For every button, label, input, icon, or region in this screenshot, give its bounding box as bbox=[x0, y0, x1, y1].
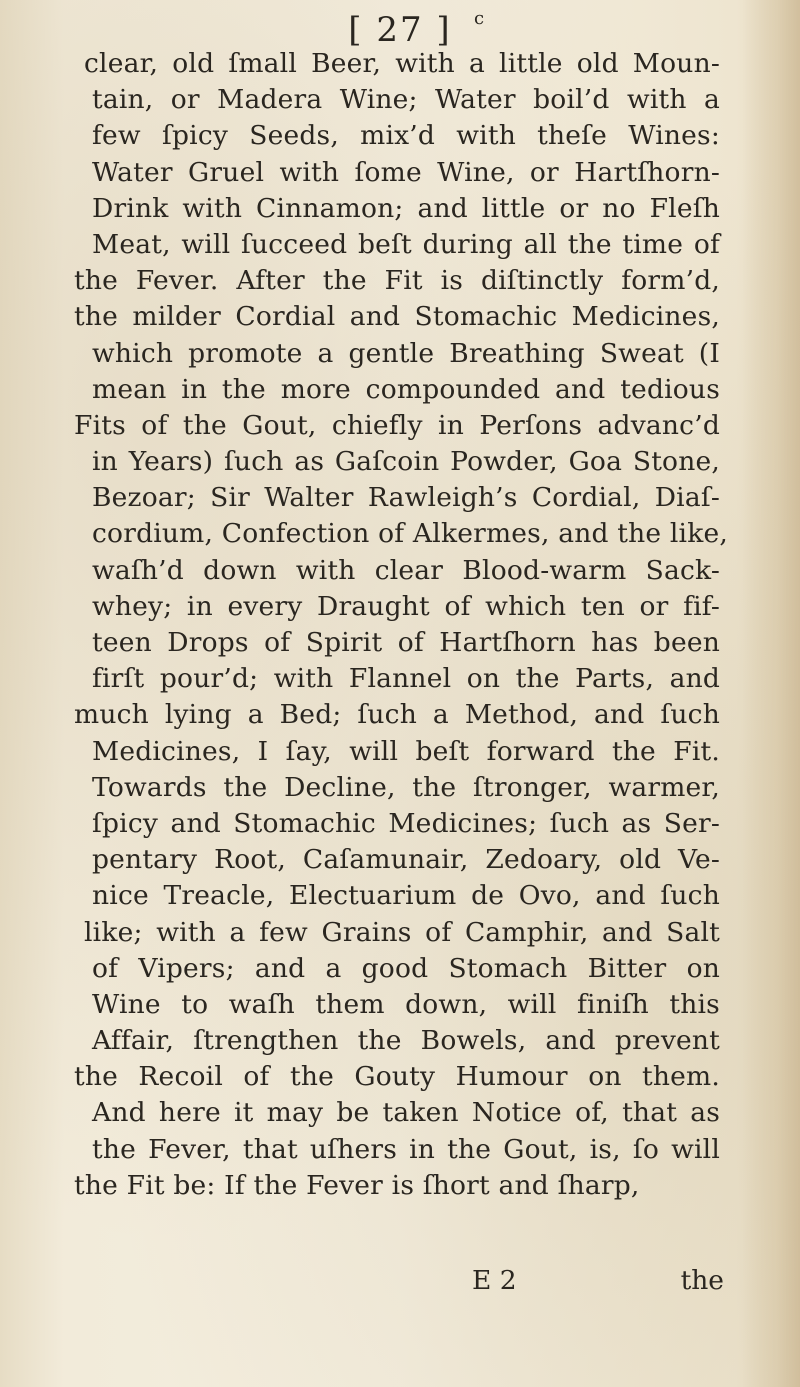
text-line: like; with a few Grains of Camphir, and Salt bbox=[84, 916, 720, 948]
page-edge-shadow bbox=[742, 0, 800, 1387]
page-number: [ 27 ] bbox=[348, 10, 452, 50]
header-mark: c bbox=[474, 8, 487, 29]
text-line: of Vipers; and a good Stomach Bitter on bbox=[92, 952, 720, 984]
text-line: mean in the more compounded and tedious bbox=[92, 373, 720, 405]
text-line: Wine to waſh them down, will finiſh this bbox=[92, 988, 720, 1020]
page-header bbox=[0, 10, 800, 50]
page-footer bbox=[92, 1263, 724, 1299]
text-line: Towards the Decline, the ſtronger, warmer, bbox=[92, 771, 720, 803]
text-line: the Recoil of the Gouty Humour on them. bbox=[74, 1061, 720, 1093]
body-text bbox=[74, 46, 728, 1204]
text-line: in Years) ſuch as Gaſcoin Powder, Goa Stone, bbox=[92, 446, 720, 478]
text-line: cordium, Confection of Alkermes, and the like, bbox=[92, 518, 728, 550]
text-line: Medicines, I ſay, will beſt forward the Fit. bbox=[92, 735, 720, 767]
text-line: which promote a gentle Breathing Sweat (I bbox=[92, 337, 720, 369]
text-line: ſpicy and Stomachic Medicines; ſuch as Ser- bbox=[92, 807, 720, 839]
text-line: teen Drops of Spirit of Hartſhorn has been bbox=[92, 627, 720, 658]
text-line: Drink with Cinnamon; and little or no Fleſh bbox=[92, 192, 720, 224]
text-line: Meat, will ſucceed beſt during all the time of bbox=[92, 228, 720, 260]
text-line: tain, or Madera Wine; Water boil’d with a bbox=[92, 84, 720, 116]
text-line: Bezoar; Sir Walter Rawleigh’s Cordial, Diaſ- bbox=[92, 482, 720, 514]
text-line: Water Gruel with ſome Wine, or Hartſhorn- bbox=[92, 156, 720, 188]
signature-mark: E 2 bbox=[472, 1265, 517, 1296]
text-line: much lying a Bed; ſuch a Method, and ſuch bbox=[74, 699, 720, 731]
text-line: nice Treacle, Electuarium de Ovo, and ſuch bbox=[92, 880, 720, 912]
text-line: whey; in every Draught of which ten or fif- bbox=[92, 590, 720, 622]
text-line: clear, old ſmall Beer, with a little old Moun- bbox=[84, 48, 720, 79]
text-line: the Fever, that uſhers in the Gout, is, ſo will bbox=[92, 1133, 720, 1165]
catchword: the bbox=[680, 1265, 724, 1296]
text-line: And here it may be taken Notice of, that as bbox=[92, 1097, 720, 1129]
text-line: firſt pour’d; with Flannel on the Parts, and bbox=[92, 663, 720, 695]
text-line: pentary Root, Caſamunair, Zedoary, old Ve- bbox=[92, 844, 720, 876]
text-line: Affair, ſtrengthen the Bowels, and prevent bbox=[92, 1025, 720, 1057]
text-line: Fits of the Gout, chiefly in Perſons advanc’d bbox=[74, 409, 720, 441]
text-line: waſh’d down with clear Blood-warm Sack- bbox=[92, 554, 720, 586]
text-line: the Fever. After the Fit is diſtinctly form’d, bbox=[74, 265, 720, 297]
text-line: the milder Cordial and Stomachic Medicines, bbox=[74, 301, 720, 333]
text-line: the Fit be: If the Fever is ſhort and ſharp, bbox=[74, 1169, 640, 1201]
text-line: few ſpicy Seeds, mix’d with theſe Wines: bbox=[92, 120, 720, 152]
